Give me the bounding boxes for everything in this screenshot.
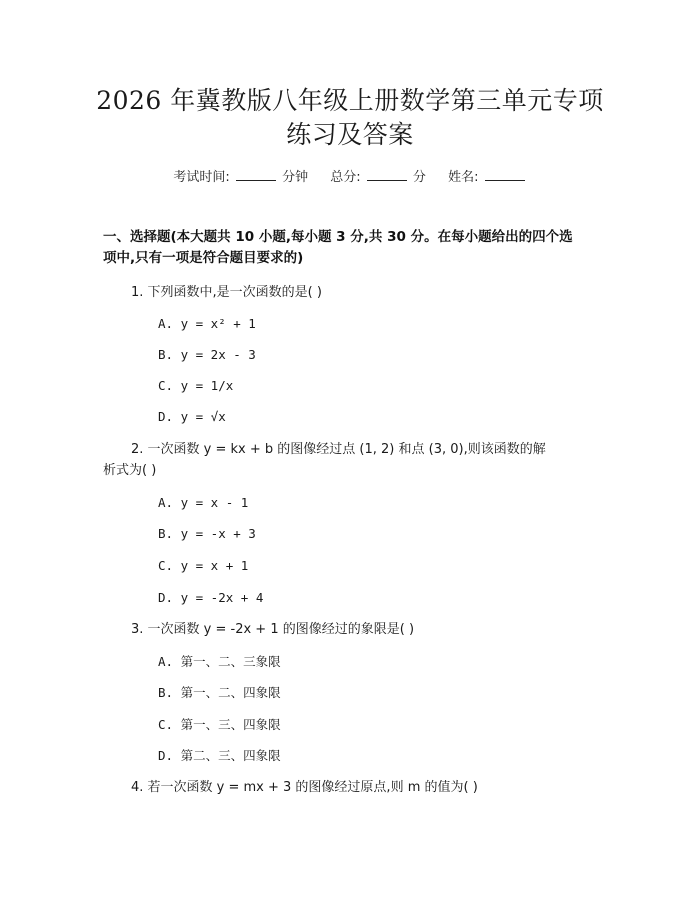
student-name-label: 姓名: (448, 170, 479, 185)
exam-time-field (173, 168, 308, 187)
total-score-label: 总分: (330, 170, 361, 185)
student-name-blank (485, 168, 525, 181)
student-name-field (448, 168, 527, 187)
question-1-option-b: B. y = 2x - 3 (158, 347, 256, 362)
document-title-line-1: 2026 年冀教版八年级上册数学第三单元专项 (96, 86, 604, 115)
question-2-stem: 2. 一次函数 y = kx + b 的图像经过点 (1, 2) 和点 (3, 0),则该函数的解 (131, 442, 546, 457)
question-3-option-d: D. 第二、三、四象限 (158, 748, 281, 763)
question-3-stem: 3. 一次函数 y = -2x + 1 的图像经过的象限是( ) (131, 622, 415, 637)
total-score-field (330, 168, 426, 187)
question-2-option-c: C. y = x + 1 (158, 558, 249, 573)
question-1-option-d: D. y = √x (158, 409, 226, 424)
question-1-option-c: C. y = 1/x (158, 378, 234, 393)
question-2-stem-continued: 析式为( ) (103, 463, 157, 478)
question-2-option-a: A. y = x - 1 (158, 495, 249, 510)
exam-time-label: 考试时间: (173, 170, 230, 185)
question-3-option-b: B. 第一、二、四象限 (158, 685, 281, 700)
question-3-option-a: A. 第一、二、三象限 (158, 654, 281, 669)
section-heading-line-2: 项中,只有一项是符合题目要求的) (103, 250, 304, 266)
question-2-option-b: B. y = -x + 3 (158, 526, 256, 541)
section-heading-line-1: 一、选择题(本大题共 10 小题,每小题 3 分,共 30 分。在每小题给出的四个选 (103, 229, 573, 245)
question-1-option-a: A. y = x² + 1 (158, 316, 256, 331)
total-score-blank (367, 168, 407, 181)
question-3-option-c: C. 第一、三、四象限 (158, 717, 281, 732)
document-title-line-2: 练习及答案 (286, 120, 414, 149)
exam-time-blank (236, 168, 276, 181)
question-1-stem: 1. 下列函数中,是一次函数的是( ) (131, 285, 322, 300)
total-score-unit: 分 (412, 170, 426, 185)
question-4-stem: 4. 若一次函数 y = mx + 3 的图像经过原点,则 m 的值为( ) (131, 780, 478, 795)
question-2-option-d: D. y = -2x + 4 (158, 590, 264, 605)
exam-info-line (0, 168, 700, 187)
exam-time-unit: 分钟 (282, 170, 309, 185)
